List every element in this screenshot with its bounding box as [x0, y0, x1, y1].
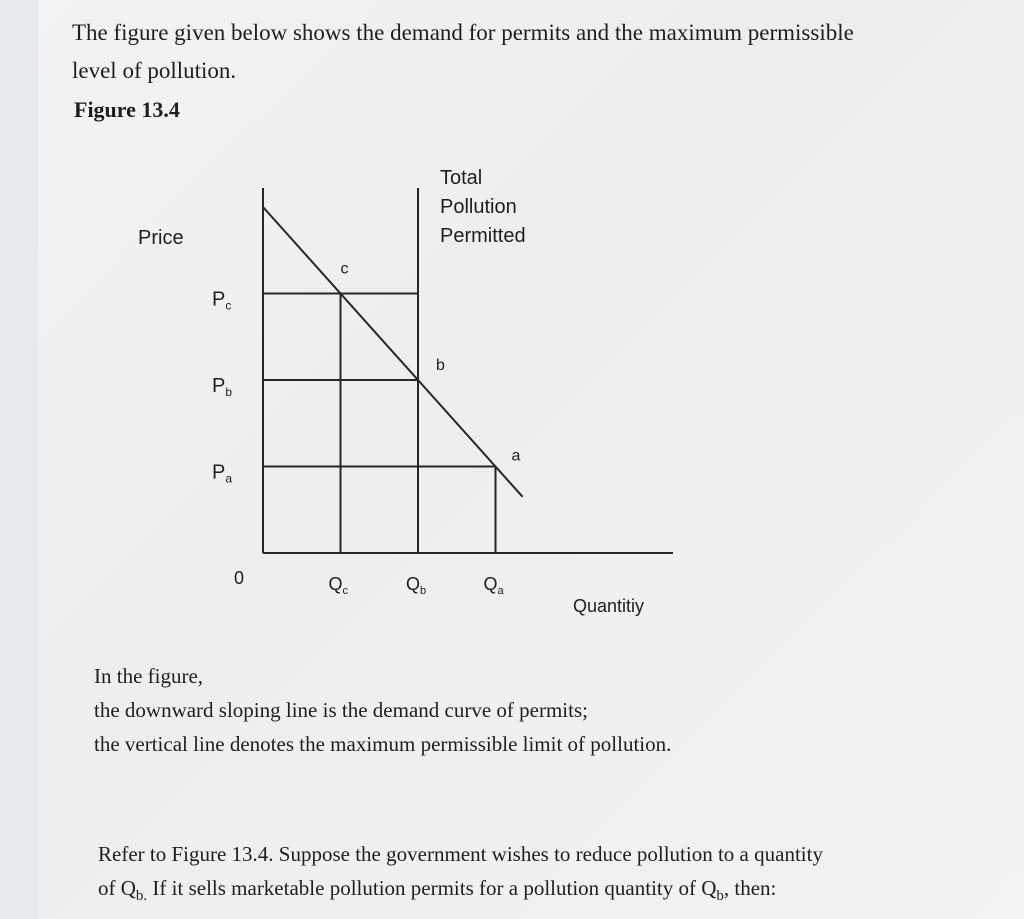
paragraph-line-3: the vertical line denotes the maximum permissible limit of pollution.: [94, 732, 672, 756]
point-label-c: c: [340, 260, 349, 278]
price-label-a: $P_a$: [212, 461, 233, 486]
paragraph-line-1: In the figure,: [94, 664, 204, 688]
point-label-b: b: [436, 357, 445, 374]
price-label-c: $P_c$: [212, 288, 232, 313]
quantity-label-b: $Q_b$: [406, 574, 427, 597]
intro-line-1: The figure given below shows the demand for permits and the maximum permissible: [72, 20, 854, 45]
question-line-1: Refer to Figure 13.4. Suppose the government wishes to reduce pollution to a quantity: [98, 842, 823, 866]
x-axis-label: Quantitiy: [573, 596, 645, 616]
point-label-a: a: [511, 447, 521, 465]
origin-label: 0: [234, 568, 245, 588]
question-text-a: of Q: [98, 876, 136, 900]
question-text-b: If it sells marketable pollution permits for a pollution quantity of Q: [147, 876, 717, 900]
vertical-line-label-2: Permitted: [440, 225, 526, 247]
quantity-label-c: $Q_c$: [328, 574, 349, 597]
intro-line-2: level of pollution.: [72, 58, 237, 83]
y-axis-label: Price: [138, 227, 184, 249]
vertical-line-label-1: Pollution: [440, 196, 517, 218]
quantity-label-a: $Q_a$: [483, 574, 504, 597]
question-sub-b1: b.: [135, 888, 148, 905]
price-label-b: $P_b$: [212, 375, 233, 399]
question-sub-b2: b: [716, 888, 724, 905]
demand-curve: [263, 207, 523, 497]
question-line-2: [98, 876, 776, 905]
figure-label: Figure 13.4: [74, 97, 180, 122]
paragraph-line-2: the downward sloping line is the demand curve of permits;: [94, 698, 588, 722]
vertical-line-label-0: Total: [440, 167, 483, 189]
question-text-c: , then:: [723, 876, 777, 900]
